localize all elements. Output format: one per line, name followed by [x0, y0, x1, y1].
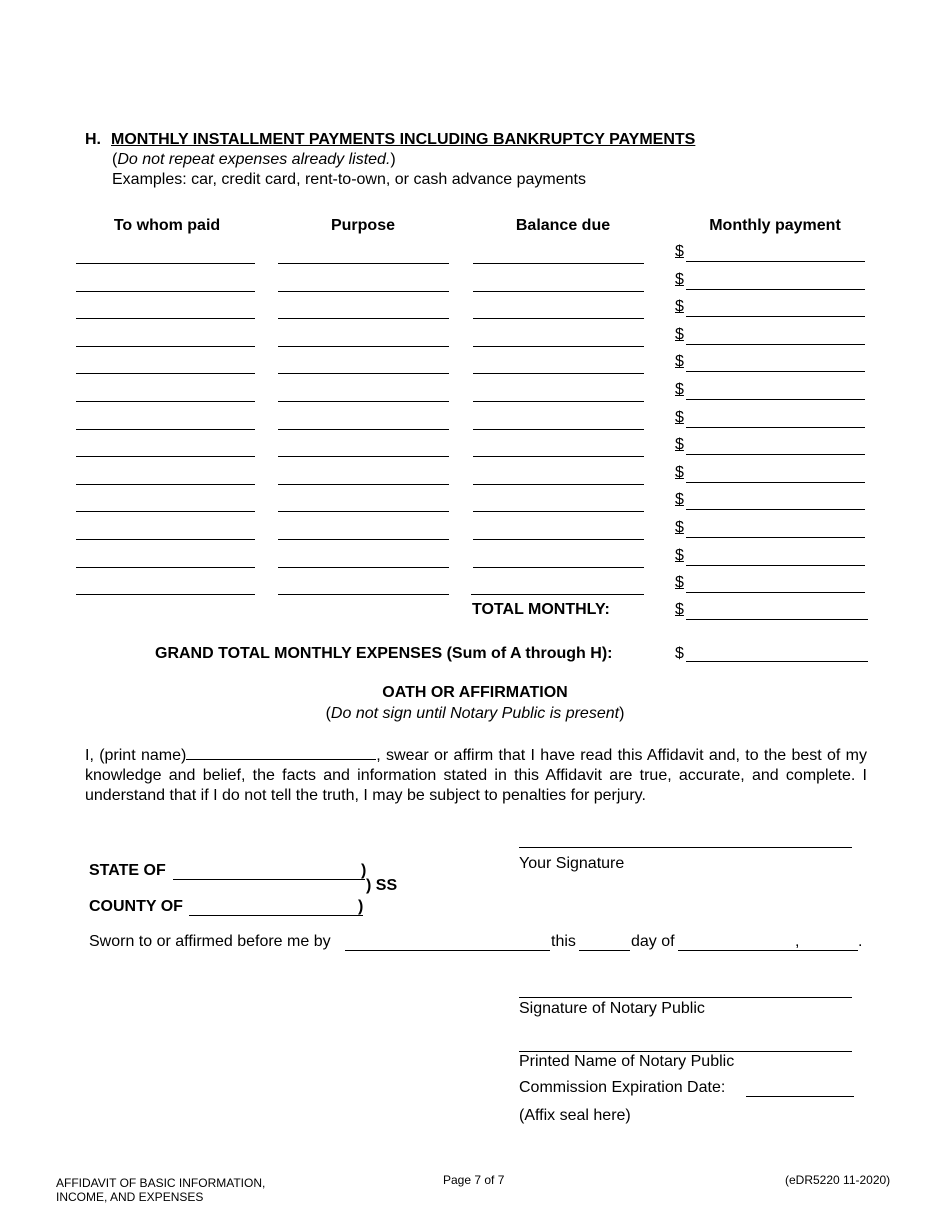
to-whom-paid-field[interactable]: [76, 567, 255, 568]
purpose-field[interactable]: [278, 567, 449, 568]
balance-due-field[interactable]: [473, 539, 644, 540]
purpose-field[interactable]: [278, 511, 449, 512]
purpose-field[interactable]: [278, 539, 449, 540]
grand-total-dollar: $: [675, 645, 684, 662]
notary-signature-label: Signature of Notary Public: [519, 1000, 705, 1017]
day-of-label: day of: [631, 933, 675, 950]
monthly-payment-dollar: $: [675, 519, 684, 536]
monthly-payment-field[interactable]: [686, 454, 865, 455]
monthly-payment-field[interactable]: [686, 537, 865, 538]
total-monthly-dollar: $: [675, 601, 684, 618]
monthly-payment-dollar: $: [675, 326, 684, 343]
monthly-payment-field[interactable]: [686, 427, 865, 428]
section-note: (Do not repeat expenses already listed.): [112, 151, 396, 168]
monthly-payment-field[interactable]: [686, 344, 865, 345]
to-whom-paid-field[interactable]: [76, 594, 255, 595]
notary-printed-name-line[interactable]: [519, 1051, 852, 1052]
monthly-payment-dollar: $: [675, 271, 684, 288]
to-whom-paid-field[interactable]: [76, 346, 255, 347]
commission-expiration-field[interactable]: [746, 1096, 854, 1097]
column-header-to-whom-paid: To whom paid: [113, 217, 221, 234]
your-signature-label: Your Signature: [519, 855, 625, 872]
monthly-payment-dollar: $: [675, 547, 684, 564]
purpose-field[interactable]: [278, 401, 449, 402]
state-of-label: STATE OF: [89, 862, 166, 879]
day-field[interactable]: [579, 950, 630, 951]
monthly-payment-dollar: $: [675, 381, 684, 398]
monthly-payment-dollar: $: [675, 491, 684, 508]
monthly-payment-dollar: $: [675, 243, 684, 260]
purpose-field[interactable]: [278, 373, 449, 374]
balance-due-field[interactable]: [473, 456, 644, 457]
purpose-field[interactable]: [278, 429, 449, 430]
balance-due-field[interactable]: [473, 567, 644, 568]
this-label: this: [551, 933, 576, 950]
column-header-balance-due: Balance due: [515, 217, 611, 234]
balance-due-field[interactable]: [473, 484, 644, 485]
to-whom-paid-field[interactable]: [76, 401, 255, 402]
purpose-field[interactable]: [278, 346, 449, 347]
to-whom-paid-field[interactable]: [76, 263, 255, 264]
footer-form-title-line2: INCOME, AND EXPENSES: [56, 1190, 204, 1204]
balance-due-field[interactable]: [473, 291, 644, 292]
your-signature-line[interactable]: [519, 847, 852, 848]
balance-due-field[interactable]: [473, 401, 644, 402]
county-of-field[interactable]: [189, 915, 363, 916]
section-title: MONTHLY INSTALLMENT PAYMENTS INCLUDING BANKRUPTCY PAYMENTS: [111, 131, 696, 148]
to-whom-paid-field[interactable]: [76, 484, 255, 485]
total-monthly-field[interactable]: [686, 619, 868, 620]
to-whom-paid-field[interactable]: [76, 318, 255, 319]
to-whom-paid-field[interactable]: [76, 539, 255, 540]
sworn-by-field[interactable]: [345, 950, 550, 951]
state-paren: ): [361, 862, 367, 879]
monthly-payment-dollar: $: [675, 409, 684, 426]
balance-due-field[interactable]: [473, 346, 644, 347]
monthly-payment-field[interactable]: [686, 592, 865, 593]
grand-total-field[interactable]: [686, 661, 868, 662]
state-of-field[interactable]: [173, 879, 365, 880]
to-whom-paid-field[interactable]: [76, 456, 255, 457]
to-whom-paid-field[interactable]: [76, 373, 255, 374]
purpose-field[interactable]: [278, 318, 449, 319]
balance-due-field[interactable]: [473, 263, 644, 264]
footer-form-title-line1: AFFIDAVIT OF BASIC INFORMATION,: [56, 1176, 266, 1190]
purpose-field[interactable]: [278, 291, 449, 292]
monthly-payment-dollar: $: [675, 436, 684, 453]
monthly-payment-field[interactable]: [686, 565, 865, 566]
purpose-field[interactable]: [278, 456, 449, 457]
oath-paragraph: I, (print name) , swear or affirm that I have read this Affidavit and, to the best of my knowledge and belief, the facts and information stated in this Affidavit are true, accurate, and complete. I understand that if I do not tell the truth, I may be subject to penalties for perjury.: [85, 747, 867, 804]
monthly-payment-field[interactable]: [686, 261, 865, 262]
monthly-payment-field[interactable]: [686, 509, 865, 510]
monthly-payment-field[interactable]: [686, 371, 865, 372]
notary-printed-name-label: Printed Name of Notary Public: [519, 1053, 735, 1070]
footer-page-number: Page 7 of 7: [443, 1173, 505, 1187]
balance-due-field[interactable]: [473, 511, 644, 512]
balance-due-field[interactable]: [471, 594, 644, 595]
total-monthly-label: TOTAL MONTHLY:: [472, 601, 610, 618]
purpose-field[interactable]: [278, 594, 449, 595]
column-header-purpose: Purpose: [330, 217, 395, 234]
section-examples: Examples: car, credit card, rent-to-own, or cash advance payments: [112, 171, 586, 188]
date-period: .: [858, 933, 863, 950]
oath-instruction: (Do not sign until Notary Public is present): [325, 705, 625, 722]
monthly-payment-dollar: $: [675, 353, 684, 370]
county-of-label: COUNTY OF: [89, 898, 183, 915]
column-header-monthly-payment: Monthly payment: [709, 217, 841, 234]
notary-signature-line[interactable]: [519, 997, 852, 998]
affix-seal-label: (Affix seal here): [519, 1107, 631, 1124]
monthly-payment-field[interactable]: [686, 399, 865, 400]
to-whom-paid-field[interactable]: [76, 429, 255, 430]
balance-due-field[interactable]: [473, 373, 644, 374]
section-letter: H.: [85, 131, 101, 148]
print-name-field[interactable]: [186, 745, 376, 760]
commission-expiration-label: Commission Expiration Date:: [519, 1079, 726, 1096]
monthly-payment-field[interactable]: [686, 289, 865, 290]
monthly-payment-field[interactable]: [686, 482, 865, 483]
county-paren: ): [358, 898, 364, 915]
balance-due-field[interactable]: [473, 429, 644, 430]
monthly-payment-dollar: $: [675, 298, 684, 315]
monthly-payment-dollar: $: [675, 574, 684, 591]
date-comma: ,: [795, 933, 800, 950]
ss-label: ) SS: [366, 877, 398, 894]
balance-due-field[interactable]: [473, 318, 644, 319]
to-whom-paid-field[interactable]: [76, 511, 255, 512]
purpose-field[interactable]: [278, 263, 449, 264]
monthly-payment-dollar: $: [675, 464, 684, 481]
month-year-field[interactable]: [678, 950, 858, 951]
monthly-payment-field[interactable]: [686, 316, 865, 317]
purpose-field[interactable]: [278, 484, 449, 485]
footer-form-number: (eDR5220 11-2020): [785, 1173, 891, 1187]
to-whom-paid-field[interactable]: [76, 291, 255, 292]
grand-total-label: GRAND TOTAL MONTHLY EXPENSES (Sum of A through H):: [155, 645, 613, 662]
sworn-label: Sworn to or affirmed before me by: [89, 933, 331, 950]
oath-title: OATH OR AFFIRMATION: [382, 684, 568, 701]
